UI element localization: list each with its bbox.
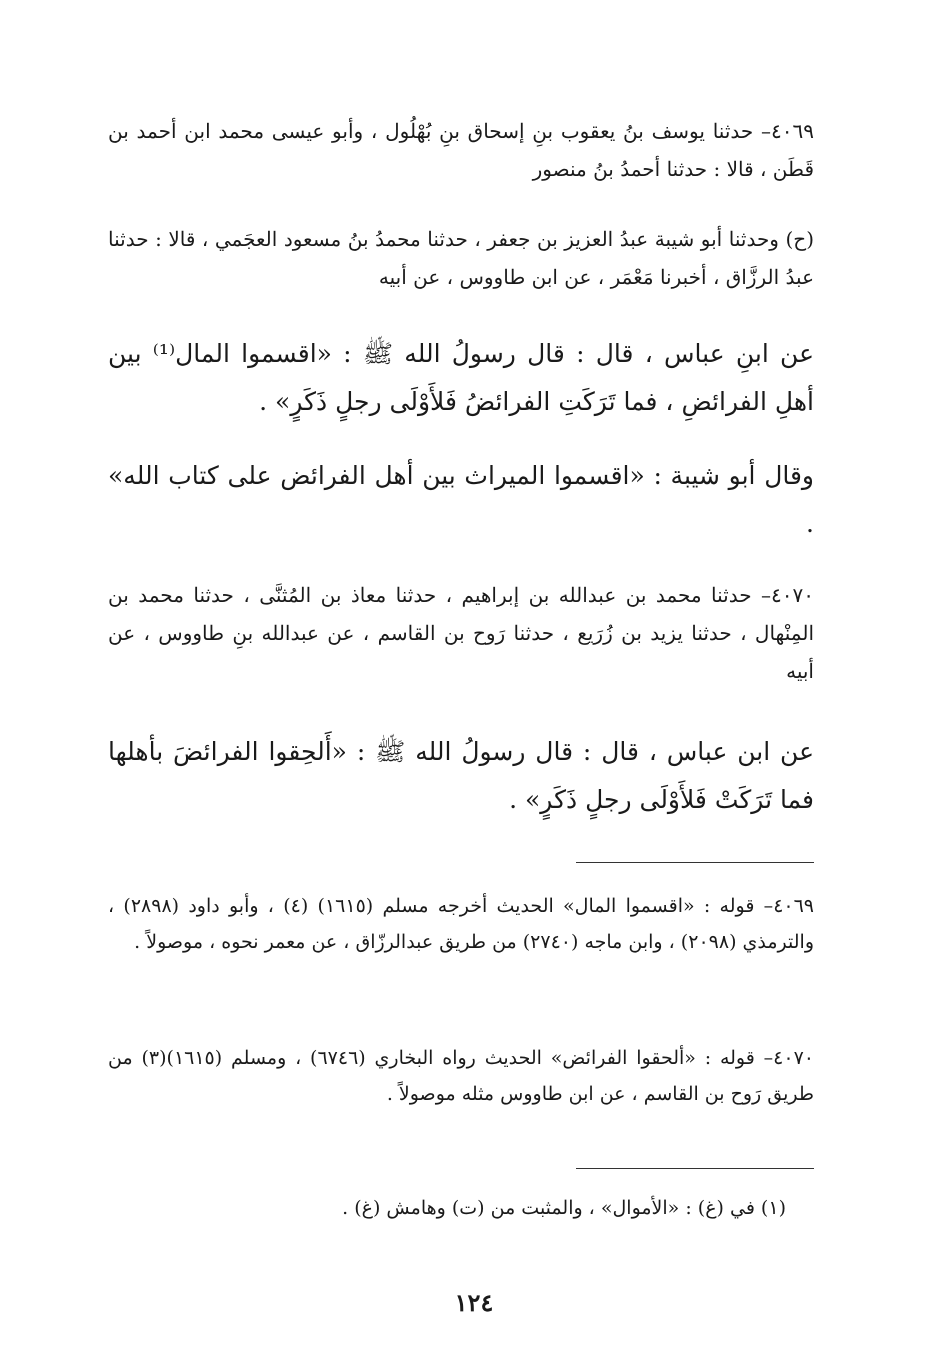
note-4070 — [108, 1040, 814, 1112]
isnad-text: (ح) وحدثنا أبو شيبة عبدُ العزيز بن جعفر ، حدثنا محمدُ بنُ مسعود العجَمي ، قالا : حدثنا عبدُ الرزَّاق ، أخبرنا مَعْمَر ، عن ابن طاووس ، عن أبيه — [108, 227, 814, 289]
hadith-4069-isnad-2 — [108, 220, 814, 296]
hadith-4070-matn — [108, 728, 814, 824]
footnote-1: (١) في (غ) : «الأموال» ، والمثبت من (ت) وهامش (غ) . — [342, 1197, 786, 1219]
hadith-4069-variant — [108, 452, 814, 548]
hadith-4069-matn — [108, 330, 814, 426]
notes-divider — [576, 862, 814, 863]
hadith-4069-isnad-1 — [108, 112, 814, 188]
footnote-divider — [576, 1168, 814, 1169]
variant-text: وقال أبو شيبة : «اقسموا الميراث بين أهل الفرائض على كتاب الله» . — [108, 461, 814, 538]
note-text: ٤٠٧٠– قوله : «ألحقوا الفرائض» الحديث رواه البخاري (٦٧٤٦) ، ومسلم (١٦١٥)(٣) من طريق رَوح بن القاسم ، عن ابن طاووس مثله موصولاً . — [108, 1047, 814, 1105]
page-number: ١٢٤ — [454, 1288, 494, 1317]
matn-text: عن ابن عباس ، قال : قال رسولُ الله ﷺ : «أَلحِقوا الفرائضَ بأهلها فما تَرَكَتْ فَلأَوْلَى رجلٍ ذَكَرٍ» . — [108, 737, 814, 814]
hadith-4070-isnad — [108, 576, 814, 690]
isnad-text: ٤٠٦٩– حدثنا يوسف بنُ يعقوب بنِ إسحاق بنِ بُهْلُول ، وأبو عيسى محمد ابن أحمد بن قَطَن ، قالا : حدثنا أحمدُ بنُ منصور — [108, 119, 814, 181]
matn-text: عن ابنِ عباس ، قال : قال رسولُ الله ﷺ : «اقسموا المال⁽¹⁾ بين أهلِ الفرائضِ ، فما تَرَكَتِ الفرائضُ فَلأَوْلَى رجلٍ ذَكَرٍ» . — [108, 339, 814, 416]
note-text: ٤٠٦٩– قوله : «اقسموا المال» الحديث أخرجه مسلم (١٦١٥) (٤) ، وأبو داود (٢٨٩٨) ، والترمذي (٢٠٩٨) ، وابن ماجه (٢٧٤٠) من طريق عبدالرزّاق ، عن معمر نحوه ، موصولاً . — [108, 895, 815, 953]
isnad-text: ٤٠٧٠– حدثنا محمد بن عبدالله بن إبراهيم ، حدثنا معاذ بن المُثنَّى ، حدثنا محمد بن المِنْهال ، حدثنا يزيد بن زُرَيع ، حدثنا رَوح بن القاسم ، عن عبدالله بنِ طاووس ، عن أبيه — [108, 583, 814, 683]
note-4069 — [108, 888, 814, 960]
